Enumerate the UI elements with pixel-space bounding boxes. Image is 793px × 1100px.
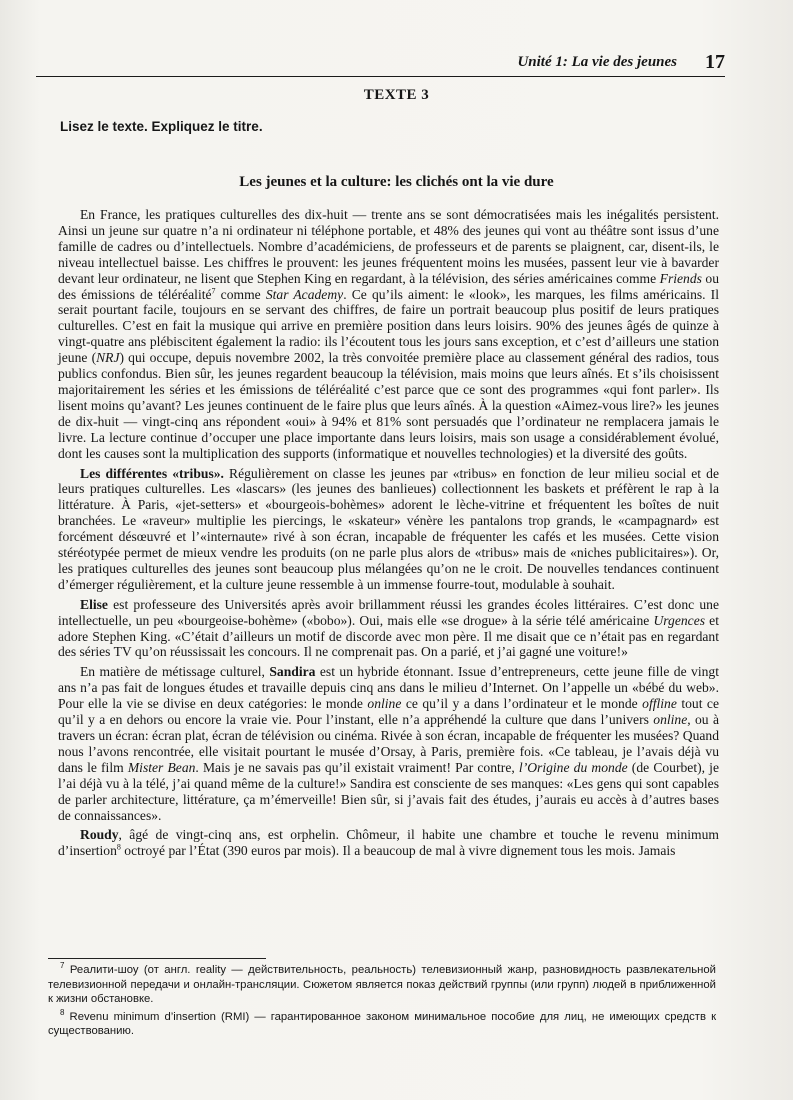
footnote-8: $^8$ Revenu minimum d’insertion (RMI) — гарантированное законом минимальное пособие для лиц, не имеющих средств к существованию.	[48, 1008, 717, 1038]
subheading-tribus: Les différentes «tribus».	[80, 465, 224, 481]
station-nrj: NRJ	[96, 350, 120, 366]
running-header	[36, 52, 725, 77]
running-title: Unité 1: La vie des jeunes	[517, 54, 677, 70]
title-friends: Friends	[659, 270, 702, 286]
name-elise: Elise	[80, 596, 108, 612]
paragraph-intro: En France, les pratiques culturelles des dix-huit — trente ans se sont démocratisées mais les inégalités persistent. Ainsi un jeune sur quatre n’a ni ordinateur ni téléphone portable, et 48% des jeunes qui vont au théâtre sont issus d’une famille de cadres ou d’intellectuels. Nombre d’académiciens, de professeurs et de parents se plaignent, car, disent-ils, le niveau intellectuel baisse. Les chiffres le prouvent: les jeunes fréquentent moins les musées, passent leur vie à bavarder devant leur ordinateur, ne lisent que Stephen King en regardant, à la télévision, des séries américaines comme Friends ou des émissions de téléréalité$^7$ comme Star Academy. Ce qu’ils aiment: le «look», les marques, les films américains. Il serait pourtant facile, toujours en se servant des chiffres, de faire un portrait beaucoup plus positif de leurs pratiques culturelles. C’est en fait la musique qui arrive en première position dans leurs loisirs. 90% des jeunes âgés de quinze à vingt-quatre ans plébiscitent également la radio: ils l’écoutent tous les jours sans exception, et c’est d’ailleurs une station jeune (NRJ) qui occupe, depuis novembre 2002, la très convoitée première place au classement général des radios, tous publics confondus. Bien sûr, les jeunes regardent beaucoup la télévision, mais moins que leurs aînés. Et s’ils choisissent majoritairement les séries et les émissions de téléréalité c’est parce que ce sont des programmes «qui font parler». Ils lisent moins qu’avant? Les jeunes continuent de le faire plus que leurs aînés. À la question «Aimez-vous lire?» les jeunes de dix-huit — vingt-cinq ans répondent «oui» à 94% et 81% sont persuadés que l’ordinateur ne remplacera jamais le livre. La lecture continue d’occuper une place importante dans leurs loisirs, mais son usage a considérablement évolué, dont les causes sont la multiplication des supports (informatique et nouvelles technologies) et la diversité des goûts.	[58, 207, 720, 461]
paragraph-sandira: En matière de métissage culturel, Sandira est un hybride étonnant. Issue d’entrepreneurs, cette jeune fille de vingt ans n’a pas fait de longues études et travaille depuis cinq ans dans le milieu d’Internet. On l’appelle un «bébé du web». Pour elle la vie se divise en deux catégories: le monde online ce qu’il y a dans l’ordinateur et le monde offline tout ce qu’il y a en dehors ou encore la vraie vie. Pour l’instant, elle n’a appréhendé la culture que dans l’univers online, ou à travers un écran: écran plat, écran de télévision ou cinéma. Rivée à son écran, incapable de fréquenter les musées? Quand nous l’avons rencontrée, elle visitait pourtant le musée d’Orsay, à Paris, première fois. «Ce tableau, je l’avais déjà vu dans le film Mister Bean. Mais je ne savais pas qu’il existait vraiment! Par contre, l’Origine du monde (de Courbet), je l’ai déjà vu à la télé, j’ai quand même de la culture!» Sandira est consciente de ses manques: «Les gens qui sont capables de parler architecture, littérature, ça m’émerveille! Bien sûr, si j’avais fait des études, j’aurais eu accès à d’autres bases de connaissances».	[58, 664, 720, 823]
paragraph-tribus: Les différentes «tribus». Régulièrement on classe les jeunes par «tribus» en fonction de leur milieu social et de leurs pratiques culturelles. Les «lascars» (les jeunes des banlieues) collectionnent les baskets et préfèrent le rap à la littérature. À Paris, «jet-setters» et «bourgeois-bohèmes» adorent le lèche-vitrine et fréquentent les boîtes de nuit branchées. Le «raveur» multiplie les piercings, le «skateur» vénère les pantalons trop grands, le «campagnard» est forcément désœuvré et l’«internaute» rivé à son écran, incapable de fréquenter les cafés et les musées. Cette vision stéréotypée permet de mieux vendre les produits (on ne parle plus alors de «tribus» mais de «niches publicitaires»). Or, les pratiques culturelles des jeunes sont beaucoup plus mélangées qu’on ne le croit. De nouvelles tendances continuent d’émerger régulièrement, et la culture jeune ressemble à un immense fourre-tout, modulable à souhait.	[58, 465, 719, 592]
name-roudy: Roudy	[80, 827, 119, 843]
footnotes	[48, 963, 716, 1042]
footnote-ref-8: 8	[116, 842, 121, 852]
title-origine-du-monde: l’Origine du monde	[518, 759, 628, 775]
name-sandira: Sandira	[269, 664, 316, 680]
title-star-academy: Star Academy	[265, 286, 344, 302]
footnote-7: $^7$ Реалити-шоу (от англ. reality — действительность, реальность) телевизионный жанр, разновидность развлекательной телевизионной передачи и онлайн-трансляции. Сюжетом является показ действий группы (или групп) людей в приближенной к жизни обстановке.	[48, 961, 716, 1006]
article-body	[58, 207, 719, 863]
footnote-divider	[48, 958, 266, 959]
footnote-ref-7: 7	[211, 286, 216, 295]
paragraph-elise: Elise est professeure des Universités après avoir brillamment réussi les grandes écoles littéraires. C’est donc une intellectuelle, un peu «bourgeoise-bohème» («bobo»). Oui, mais elle «se drogue» à la série télé américaine Urgences et adore Stephen King. «C’était d’ailleurs un motif de discorde avec mon père. Il me disait que ce n’était pas en regardant des séries TV qu’on réussissait les concours. Il ne comprenait pas. On a parié, et j’ai gagné une voiture!»	[58, 596, 719, 660]
paragraph-roudy: Roudy, âgé de vingt-cinq ans, est orphelin. Chômeur, il habite une chambre et touche le revenu minimum d’insertion$^8$ octroyé par l’État (390 euros par mois). Il a beaucoup de mal à vivre dignement tous les mois. Jamais	[58, 827, 719, 859]
instruction: Lisez le texte. Expliquez le titre.	[60, 119, 263, 134]
article-title: Les jeunes et la culture: les clichés ont la vie dure	[239, 174, 554, 190]
title-mister-bean: Mister Bean	[127, 759, 196, 775]
title-urgences: Urgences	[653, 612, 706, 628]
texte-label: TEXTE 3	[363, 87, 430, 103]
page-number: 17	[705, 51, 725, 73]
